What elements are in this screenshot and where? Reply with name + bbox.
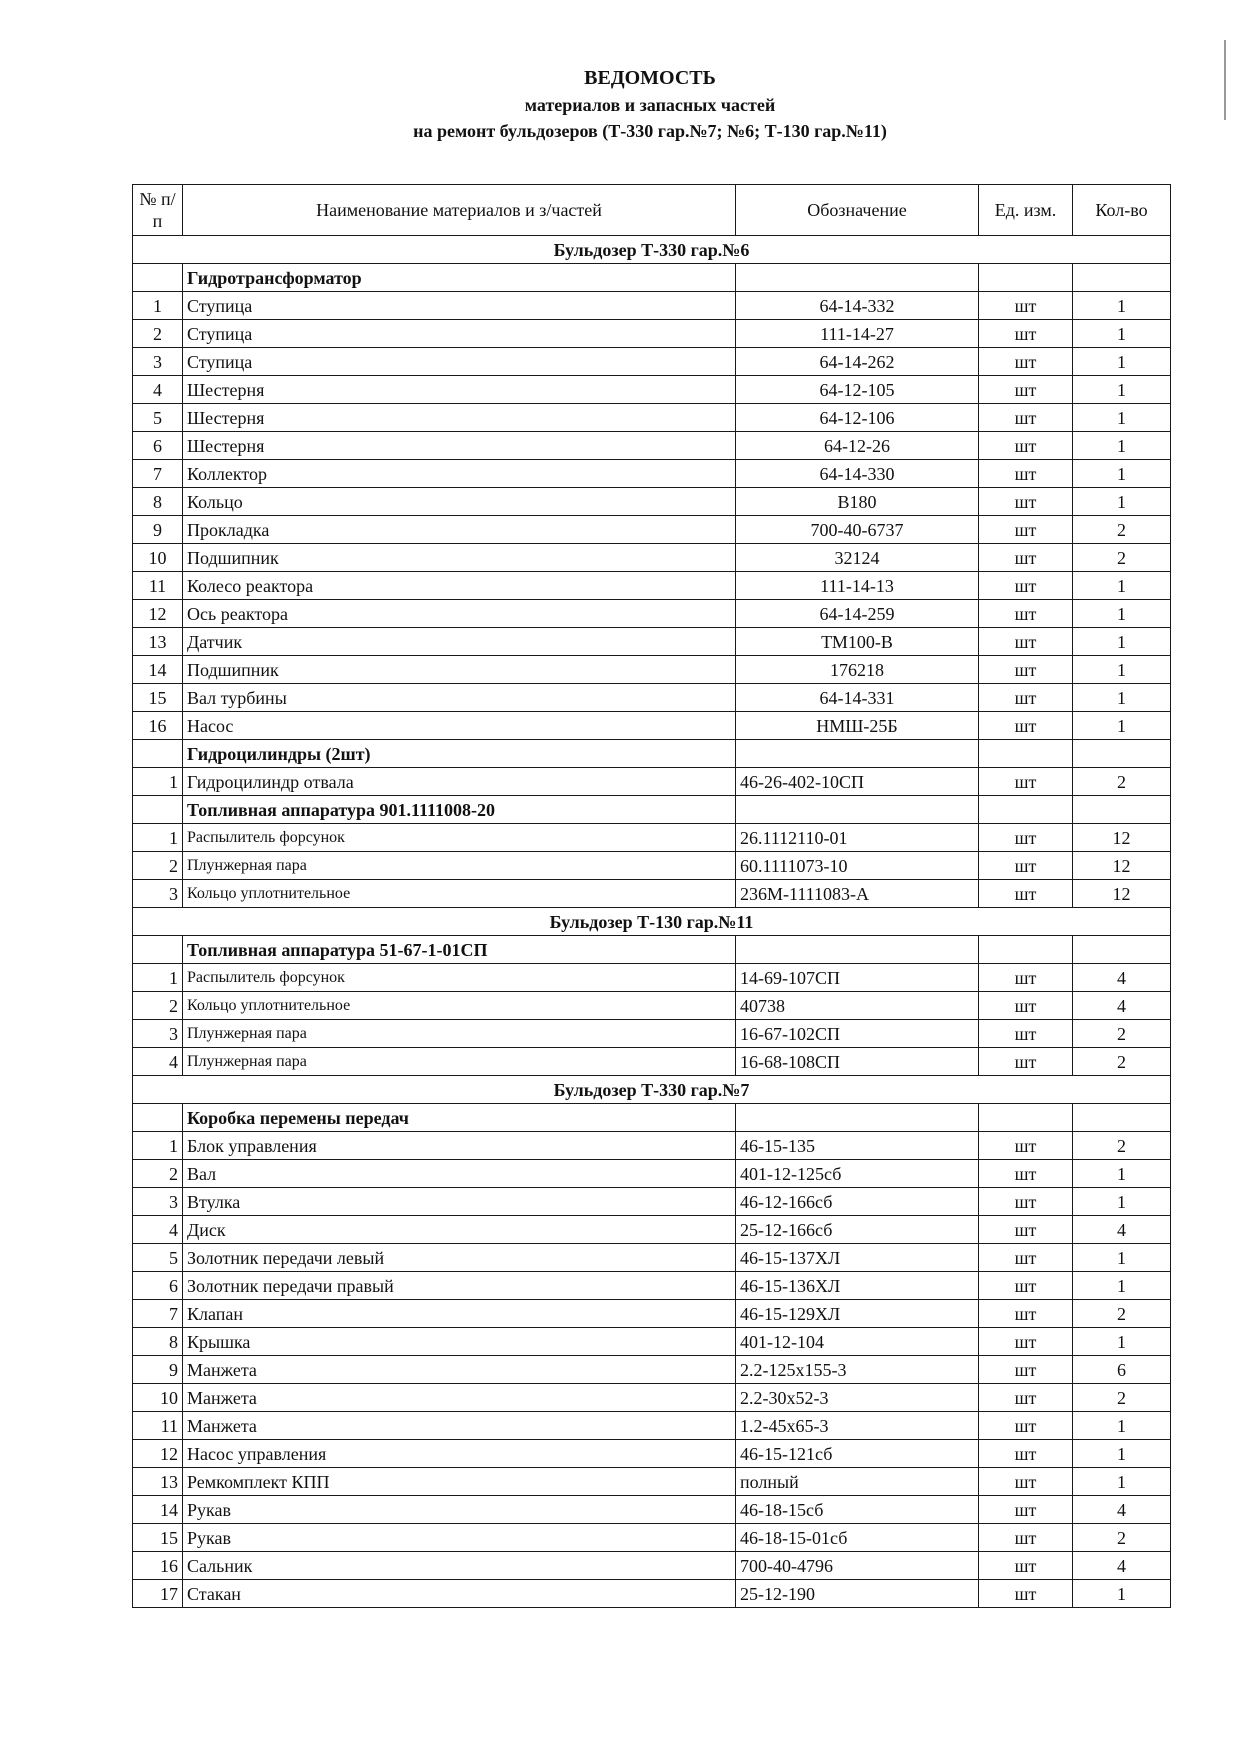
cell-designation: 64-14-262 <box>736 348 979 376</box>
cell-no: 11 <box>133 1412 183 1440</box>
cell-designation: 1.2-45x65-3 <box>736 1412 979 1440</box>
table-row <box>133 1020 1171 1048</box>
section-row <box>133 236 1171 264</box>
cell-no: 10 <box>133 544 183 572</box>
cell-unit: шт <box>979 1216 1073 1244</box>
cell-unit: шт <box>979 1356 1073 1384</box>
cell-no: 12 <box>133 1440 183 1468</box>
cell-name: Манжета <box>183 1384 736 1412</box>
cell-name: Крышка <box>183 1328 736 1356</box>
cell-name: Насос <box>183 712 736 740</box>
cell-designation: 64-14-259 <box>736 600 979 628</box>
cell-no: 16 <box>133 1552 183 1580</box>
cell-name: Плунжерная пара <box>183 1048 736 1076</box>
table-row <box>133 1580 1171 1608</box>
cell-designation: 46-15-135 <box>736 1132 979 1160</box>
cell-name: Сальник <box>183 1552 736 1580</box>
table-row <box>133 1440 1171 1468</box>
column-header-qty: Кол-во <box>1073 185 1171 236</box>
cell-unit <box>979 1104 1073 1132</box>
cell-unit: шт <box>979 432 1073 460</box>
cell-name: Вал <box>183 1160 736 1188</box>
cell-unit: шт <box>979 320 1073 348</box>
table-row <box>133 460 1171 488</box>
cell-no: 11 <box>133 572 183 600</box>
cell-no: 1 <box>133 292 183 320</box>
cell-qty: 1 <box>1073 348 1171 376</box>
cell-qty: 2 <box>1073 1048 1171 1076</box>
cell-no: 3 <box>133 348 183 376</box>
cell-name: Стакан <box>183 1580 736 1608</box>
cell-qty: 1 <box>1073 600 1171 628</box>
cell-no: 13 <box>133 628 183 656</box>
cell-qty: 1 <box>1073 1440 1171 1468</box>
cell-name: Ступица <box>183 320 736 348</box>
table-row <box>133 1468 1171 1496</box>
cell-no: 15 <box>133 684 183 712</box>
cell-designation: 32124 <box>736 544 979 572</box>
cell-designation: 64-14-332 <box>736 292 979 320</box>
column-header-no: № п/п <box>133 185 183 236</box>
table-row <box>133 432 1171 460</box>
cell-name: Вал турбины <box>183 684 736 712</box>
cell-name: Колесо реактора <box>183 572 736 600</box>
cell-designation <box>736 1104 979 1132</box>
group-row <box>133 740 1171 768</box>
cell-qty: 1 <box>1073 460 1171 488</box>
document-subtitle-line-1: материалов и запасных частей <box>524 95 776 115</box>
table-row <box>133 1048 1171 1076</box>
cell-no: 3 <box>133 1188 183 1216</box>
cell-qty: 4 <box>1073 964 1171 992</box>
parts-table <box>132 184 1171 1608</box>
cell-designation: 236М-1111083-А <box>736 880 979 908</box>
section-row <box>133 908 1171 936</box>
cell-name: Диск <box>183 1216 736 1244</box>
cell-qty: 4 <box>1073 1216 1171 1244</box>
cell-no: 8 <box>133 488 183 516</box>
cell-name: Кольцо <box>183 488 736 516</box>
cell-qty: 6 <box>1073 1356 1171 1384</box>
cell-unit: шт <box>979 1524 1073 1552</box>
cell-qty <box>1073 264 1171 292</box>
cell-name: Рукав <box>183 1524 736 1552</box>
cell-qty: 1 <box>1073 1412 1171 1440</box>
cell-no: 4 <box>133 376 183 404</box>
cell-name: Прокладка <box>183 516 736 544</box>
cell-qty <box>1073 796 1171 824</box>
cell-qty: 1 <box>1073 1160 1171 1188</box>
table-row <box>133 992 1171 1020</box>
cell-designation: 46-15-137ХЛ <box>736 1244 979 1272</box>
cell-name: Золотник передачи левый <box>183 1244 736 1272</box>
cell-unit <box>979 936 1073 964</box>
cell-no: 8 <box>133 1328 183 1356</box>
cell-qty: 1 <box>1073 320 1171 348</box>
cell-designation: 46-12-166сб <box>736 1188 979 1216</box>
cell-no: 12 <box>133 600 183 628</box>
group-row <box>133 796 1171 824</box>
group-title: Гидроцилиндры (2шт) <box>183 740 736 768</box>
cell-name: Коллектор <box>183 460 736 488</box>
cell-no: 15 <box>133 1524 183 1552</box>
cell-designation: 64-12-26 <box>736 432 979 460</box>
cell-name: Распылитель форсунок <box>183 824 736 852</box>
cell-name: Клапан <box>183 1300 736 1328</box>
cell-qty: 2 <box>1073 1020 1171 1048</box>
cell-qty: 2 <box>1073 1132 1171 1160</box>
cell-name: Шестерня <box>183 376 736 404</box>
cell-no: 1 <box>133 1132 183 1160</box>
cell-unit: шт <box>979 852 1073 880</box>
cell-designation: 64-12-106 <box>736 404 979 432</box>
cell-no: 2 <box>133 1160 183 1188</box>
cell-designation: 46-18-15-01сб <box>736 1524 979 1552</box>
cell-qty: 12 <box>1073 880 1171 908</box>
cell-qty: 1 <box>1073 1468 1171 1496</box>
cell-qty: 12 <box>1073 852 1171 880</box>
cell-name: Рукав <box>183 1496 736 1524</box>
cell-no <box>133 740 183 768</box>
document-title: ВЕДОМОСТЬ <box>584 67 716 89</box>
cell-designation <box>736 264 979 292</box>
cell-designation: 700-40-6737 <box>736 516 979 544</box>
header-row <box>133 185 1171 236</box>
cell-name: Ось реактора <box>183 600 736 628</box>
cell-qty: 1 <box>1073 1328 1171 1356</box>
cell-unit: шт <box>979 1132 1073 1160</box>
table-row <box>133 1272 1171 1300</box>
cell-unit <box>979 796 1073 824</box>
table-row <box>133 1328 1171 1356</box>
cell-designation: 46-18-15сб <box>736 1496 979 1524</box>
table-row <box>133 572 1171 600</box>
cell-unit: шт <box>979 516 1073 544</box>
cell-designation: ТМ100-В <box>736 628 979 656</box>
cell-qty <box>1073 1104 1171 1132</box>
cell-unit: шт <box>979 1244 1073 1272</box>
cell-unit: шт <box>979 1468 1073 1496</box>
table-row <box>133 348 1171 376</box>
cell-name: Манжета <box>183 1412 736 1440</box>
table-row <box>133 600 1171 628</box>
cell-designation: 111-14-13 <box>736 572 979 600</box>
cell-name: Кольцо уплотнительное <box>183 880 736 908</box>
cell-qty: 1 <box>1073 712 1171 740</box>
table-row <box>133 1160 1171 1188</box>
cell-name: Золотник передачи правый <box>183 1272 736 1300</box>
cell-designation: 60.1111073-10 <box>736 852 979 880</box>
cell-no: 2 <box>133 320 183 348</box>
table-row <box>133 1496 1171 1524</box>
cell-designation: НМШ-25Б <box>736 712 979 740</box>
cell-designation: 2.2-125x155-3 <box>736 1356 979 1384</box>
cell-unit: шт <box>979 1300 1073 1328</box>
cell-no <box>133 1104 183 1132</box>
cell-designation: 401-12-125сб <box>736 1160 979 1188</box>
column-header-name: Наименование материалов и з/частей <box>183 185 736 236</box>
table-row <box>133 852 1171 880</box>
cell-unit: шт <box>979 684 1073 712</box>
cell-designation: 700-40-4796 <box>736 1552 979 1580</box>
cell-no: 9 <box>133 1356 183 1384</box>
cell-no: 16 <box>133 712 183 740</box>
group-title: Гидротрансформатор <box>183 264 736 292</box>
cell-qty: 1 <box>1073 656 1171 684</box>
cell-designation: 46-15-136ХЛ <box>736 1272 979 1300</box>
cell-name: Манжета <box>183 1356 736 1384</box>
cell-qty: 1 <box>1073 628 1171 656</box>
cell-designation: 64-14-331 <box>736 684 979 712</box>
cell-qty: 2 <box>1073 1300 1171 1328</box>
cell-designation: 46-15-129ХЛ <box>736 1300 979 1328</box>
cell-unit: шт <box>979 1048 1073 1076</box>
cell-unit: шт <box>979 824 1073 852</box>
cell-no: 1 <box>133 768 183 796</box>
title-block <box>150 64 1150 144</box>
cell-no <box>133 796 183 824</box>
group-title: Топливная аппаратура 901.1111008-20 <box>183 796 736 824</box>
cell-name: Шестерня <box>183 432 736 460</box>
cell-qty: 1 <box>1073 292 1171 320</box>
group-title: Коробка перемены передач <box>183 1104 736 1132</box>
cell-unit: шт <box>979 1384 1073 1412</box>
cell-no: 4 <box>133 1216 183 1244</box>
cell-no: 9 <box>133 516 183 544</box>
table-row <box>133 824 1171 852</box>
cell-no: 6 <box>133 1272 183 1300</box>
table-body <box>133 236 1171 1608</box>
group-row <box>133 936 1171 964</box>
cell-qty: 1 <box>1073 1580 1171 1608</box>
cell-designation <box>736 796 979 824</box>
cell-designation <box>736 936 979 964</box>
cell-designation: 14-69-107СП <box>736 964 979 992</box>
cell-no: 13 <box>133 1468 183 1496</box>
table-row <box>133 1244 1171 1272</box>
cell-designation: 26.1112110-01 <box>736 824 979 852</box>
cell-name: Гидроцилиндр отвала <box>183 768 736 796</box>
cell-designation <box>736 740 979 768</box>
cell-name: Кольцо уплотнительное <box>183 992 736 1020</box>
cell-designation: 16-68-108СП <box>736 1048 979 1076</box>
cell-no: 2 <box>133 852 183 880</box>
table-row <box>133 320 1171 348</box>
cell-unit <box>979 264 1073 292</box>
cell-unit: шт <box>979 1328 1073 1356</box>
cell-unit: шт <box>979 1496 1073 1524</box>
table-row <box>133 656 1171 684</box>
cell-name: Втулка <box>183 1188 736 1216</box>
cell-no <box>133 264 183 292</box>
cell-designation: полный <box>736 1468 979 1496</box>
cell-designation: 25-12-190 <box>736 1580 979 1608</box>
cell-unit: шт <box>979 600 1073 628</box>
section-title: Бульдозер Т-330 гар.№7 <box>133 1076 1171 1104</box>
cell-unit: шт <box>979 1160 1073 1188</box>
cell-unit: шт <box>979 348 1073 376</box>
cell-qty: 4 <box>1073 992 1171 1020</box>
cell-unit: шт <box>979 1188 1073 1216</box>
cell-no <box>133 936 183 964</box>
cell-name: Шестерня <box>183 404 736 432</box>
cell-unit: шт <box>979 376 1073 404</box>
table-row <box>133 488 1171 516</box>
cell-unit: шт <box>979 992 1073 1020</box>
cell-qty <box>1073 740 1171 768</box>
table-row <box>133 1356 1171 1384</box>
cell-designation: В180 <box>736 488 979 516</box>
cell-qty: 4 <box>1073 1496 1171 1524</box>
table-row <box>133 404 1171 432</box>
column-header-designation: Обозначение <box>736 185 979 236</box>
cell-qty: 1 <box>1073 1188 1171 1216</box>
table-row <box>133 1384 1171 1412</box>
cell-designation: 401-12-104 <box>736 1328 979 1356</box>
cell-qty: 1 <box>1073 488 1171 516</box>
cell-unit: шт <box>979 1272 1073 1300</box>
cell-unit: шт <box>979 768 1073 796</box>
cell-unit: шт <box>979 656 1073 684</box>
cell-unit: шт <box>979 292 1073 320</box>
cell-designation: 16-67-102СП <box>736 1020 979 1048</box>
cell-name: Подшипник <box>183 656 736 684</box>
cell-qty: 1 <box>1073 376 1171 404</box>
cell-qty: 2 <box>1073 1384 1171 1412</box>
cell-name: Распылитель форсунок <box>183 964 736 992</box>
cell-designation: 64-12-105 <box>736 376 979 404</box>
cell-no: 1 <box>133 824 183 852</box>
cell-qty: 4 <box>1073 1552 1171 1580</box>
column-header-unit: Ед. изм. <box>979 185 1073 236</box>
table-row <box>133 880 1171 908</box>
cell-no: 5 <box>133 1244 183 1272</box>
group-title: Топливная аппаратура 51-67-1-01СП <box>183 936 736 964</box>
section-row <box>133 1076 1171 1104</box>
cell-qty: 2 <box>1073 1524 1171 1552</box>
cell-unit: шт <box>979 1580 1073 1608</box>
cell-designation: 2.2-30x52-3 <box>736 1384 979 1412</box>
scan-edge-mark <box>1224 40 1226 120</box>
cell-no: 7 <box>133 1300 183 1328</box>
cell-designation: 64-14-330 <box>736 460 979 488</box>
cell-unit: шт <box>979 1440 1073 1468</box>
cell-no: 17 <box>133 1580 183 1608</box>
table-row <box>133 628 1171 656</box>
cell-qty: 1 <box>1073 432 1171 460</box>
cell-name: Датчик <box>183 628 736 656</box>
cell-name: Ремкомплект КПП <box>183 1468 736 1496</box>
cell-qty: 2 <box>1073 516 1171 544</box>
table-row <box>133 376 1171 404</box>
cell-no: 14 <box>133 656 183 684</box>
cell-unit: шт <box>979 1020 1073 1048</box>
cell-qty: 12 <box>1073 824 1171 852</box>
cell-unit <box>979 740 1073 768</box>
table-row <box>133 1412 1171 1440</box>
cell-name: Плунжерная пара <box>183 1020 736 1048</box>
cell-name: Подшипник <box>183 544 736 572</box>
cell-designation: 111-14-27 <box>736 320 979 348</box>
table-row <box>133 544 1171 572</box>
cell-designation: 46-26-402-10СП <box>736 768 979 796</box>
cell-no: 5 <box>133 404 183 432</box>
cell-name: Ступица <box>183 292 736 320</box>
cell-qty: 1 <box>1073 572 1171 600</box>
cell-unit: шт <box>979 880 1073 908</box>
cell-name: Блок управления <box>183 1132 736 1160</box>
cell-qty: 1 <box>1073 684 1171 712</box>
cell-no: 4 <box>133 1048 183 1076</box>
cell-qty: 1 <box>1073 1244 1171 1272</box>
cell-no: 3 <box>133 880 183 908</box>
table-row <box>133 1216 1171 1244</box>
group-row <box>133 1104 1171 1132</box>
cell-name: Насос управления <box>183 1440 736 1468</box>
table-row <box>133 1132 1171 1160</box>
cell-unit: шт <box>979 460 1073 488</box>
cell-unit: шт <box>979 404 1073 432</box>
section-title: Бульдозер Т-130 гар.№11 <box>133 908 1171 936</box>
table-row <box>133 1300 1171 1328</box>
cell-no: 3 <box>133 1020 183 1048</box>
table-row <box>133 768 1171 796</box>
cell-designation: 176218 <box>736 656 979 684</box>
cell-unit: шт <box>979 712 1073 740</box>
cell-no: 1 <box>133 964 183 992</box>
cell-qty: 2 <box>1073 544 1171 572</box>
cell-qty: 1 <box>1073 404 1171 432</box>
table-row <box>133 1552 1171 1580</box>
cell-unit: шт <box>979 572 1073 600</box>
table-row <box>133 964 1171 992</box>
cell-qty <box>1073 936 1171 964</box>
cell-unit: шт <box>979 964 1073 992</box>
cell-designation: 46-15-121сб <box>736 1440 979 1468</box>
cell-unit: шт <box>979 1412 1073 1440</box>
cell-designation: 25-12-166сб <box>736 1216 979 1244</box>
cell-no: 14 <box>133 1496 183 1524</box>
cell-qty: 2 <box>1073 768 1171 796</box>
table-row <box>133 684 1171 712</box>
table-row <box>133 712 1171 740</box>
group-row <box>133 264 1171 292</box>
cell-unit: шт <box>979 1552 1073 1580</box>
cell-designation: 40738 <box>736 992 979 1020</box>
cell-name: Плунжерная пара <box>183 852 736 880</box>
cell-unit: шт <box>979 544 1073 572</box>
table-row <box>133 292 1171 320</box>
cell-no: 10 <box>133 1384 183 1412</box>
cell-no: 7 <box>133 460 183 488</box>
table-header <box>133 185 1171 236</box>
cell-unit: шт <box>979 488 1073 516</box>
cell-qty: 1 <box>1073 1272 1171 1300</box>
table-row <box>133 516 1171 544</box>
cell-name: Ступица <box>183 348 736 376</box>
table-row <box>133 1188 1171 1216</box>
document-subtitle-line-2: на ремонт бульдозеров (Т-330 гар.№7; №6; Т-130 гар.№11) <box>413 121 887 141</box>
section-title: Бульдозер Т-330 гар.№6 <box>133 236 1171 264</box>
table-row <box>133 1524 1171 1552</box>
cell-no: 6 <box>133 432 183 460</box>
cell-unit: шт <box>979 628 1073 656</box>
cell-no: 2 <box>133 992 183 1020</box>
